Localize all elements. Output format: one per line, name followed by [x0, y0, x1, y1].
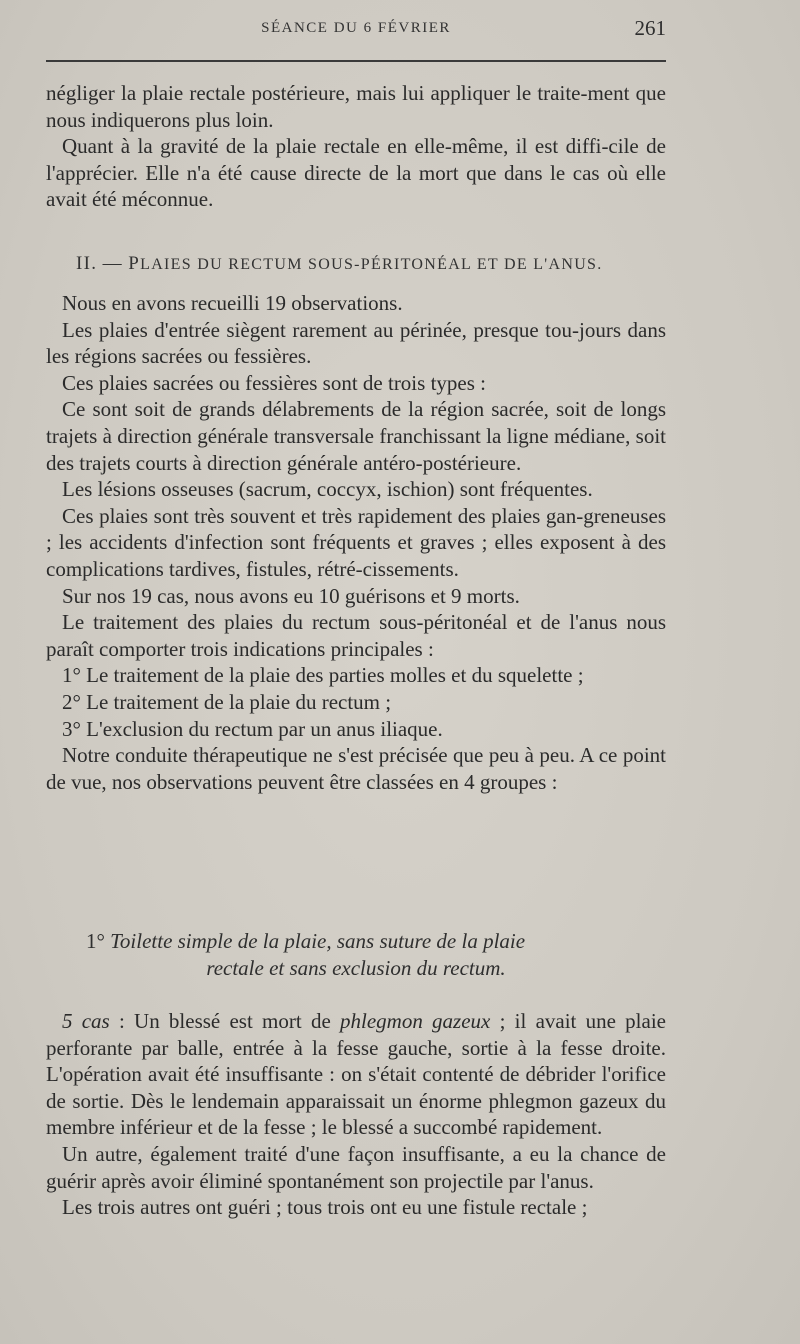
- paragraph: Les lésions osseuses (sacrum, coccyx, ischion) sont fréquentes.: [62, 477, 593, 502]
- paragraph: Quant à la gravité de la plaie rectale en elle-même, il est diffi-cile de l'apprécier. Elle n'a été cause directe de la mort que dans le cas où elle avait été méconnue.: [46, 134, 666, 212]
- page-number: 261: [634, 16, 666, 40]
- subsection-number: 1°: [86, 929, 105, 953]
- indication-item: 3° L'exclusion du rectum par un anus iliaque.: [62, 716, 443, 741]
- text-block-main: [46, 290, 666, 795]
- paragraph: Le traitement des plaies du rectum sous-péritonéal et de l'anus nous paraît comporter trois indications principales :: [46, 610, 666, 661]
- case-intro: : Un blessé est mort de: [109, 1009, 340, 1033]
- case-rest: ; il avait une plaie perforante par balle, entrée à la fesse gauche, sortie à la fesse droite. L'opération avait été insuffisante : on s'était contenté de débrider l'orifice de sortie. Dès le lendemain apparaissait un énorme phlegmon gazeux du membre inférieur et de la fesse ; le blessé a succombé rapidement.: [46, 1009, 666, 1140]
- running-head: SÉANCE DU 6 FÉVRIER: [261, 20, 451, 36]
- paragraph: Notre conduite thérapeutique ne s'est précisée que peu à peu. A ce point de vue, nos observations peuvent être classées en 4 groupes :: [46, 743, 666, 794]
- section-title: LAIES DU RECTUM SOUS-PÉRITONÉAL ET DE L'ANUS.: [140, 256, 603, 273]
- section-numeral: II.: [76, 253, 98, 274]
- paragraph: négliger la plaie rectale postérieure, mais lui appliquer le traite-ment que nous indiquerons plus loin.: [46, 81, 666, 132]
- subsection-heading: [46, 928, 666, 981]
- header-rule: [46, 60, 666, 62]
- paragraph: Ces plaies sacrées ou fessières sont de trois types :: [62, 370, 486, 395]
- text-block-bottom: [46, 1008, 666, 1221]
- paragraph: Un autre, également traité d'une façon insuffisante, a eu la chance de guérir après avoir éliminé spontanément son projectile par l'anus.: [46, 1141, 666, 1193]
- case-term: phlegmon gazeux: [340, 1009, 491, 1033]
- subsection-title-line1: Toilette simple de la plaie, sans suture de la plaie: [110, 929, 526, 953]
- section-dash: —: [102, 253, 123, 274]
- indication-item: 1° Le traitement de la plaie des parties molles et du squelette ;: [62, 663, 584, 688]
- page-header: [46, 14, 666, 48]
- paragraph: Sur nos 19 cas, nous avons eu 10 guérisons et 9 morts.: [62, 583, 520, 608]
- paragraph: Ces plaies sont très souvent et très rapidement des plaies gan-greneuses ; les accidents d'infection sont fréquents et graves ; elles exposent à des complications tardives, fistules, rétré-cissements.: [46, 503, 666, 581]
- indication-item: 2° Le traitement de la plaie du rectum ;: [62, 689, 392, 714]
- case-paragraph: [46, 1008, 666, 1141]
- case-count: 5 cas: [62, 1009, 110, 1033]
- paragraph: Ce sont soit de grands délabrements de la région sacrée, soit de longs trajets à direction générale transversale franchissant la ligne médiane, soit des trajets courts à direction générale antéro-postérieure.: [46, 397, 666, 475]
- text-block-top: [46, 80, 666, 213]
- paragraph: Nous en avons recueilli 19 observations.: [62, 291, 403, 315]
- section-heading: [46, 253, 696, 275]
- paragraph: Les plaies d'entrée siègent rarement au périnée, presque tou-jours dans les régions sacrées ou fessières.: [46, 317, 666, 369]
- section-title-initial: P: [128, 253, 141, 274]
- paragraph: Les trois autres ont guéri ; tous trois ont eu une fistule rectale ;: [62, 1195, 588, 1220]
- subsection-title-line2: rectale et sans exclusion du rectum.: [206, 955, 506, 980]
